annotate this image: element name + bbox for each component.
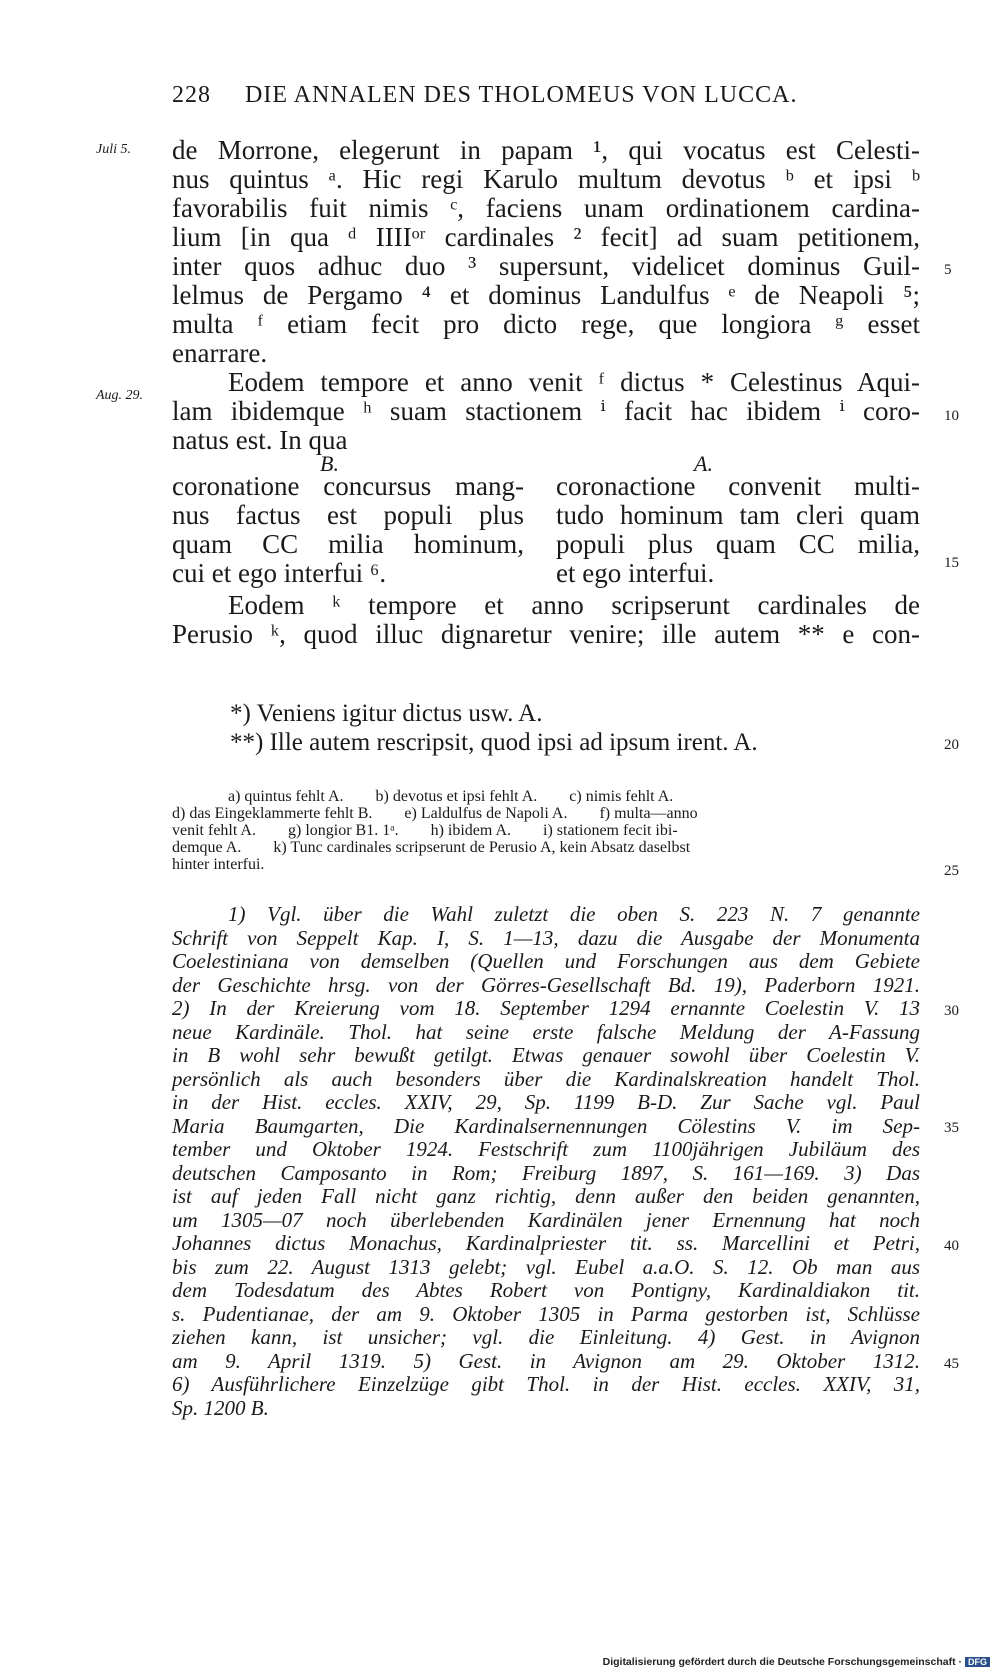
- column-head-a: A.: [694, 451, 713, 476]
- column-line: populi plus quam CC milia,: [556, 529, 920, 559]
- apparatus-line: demque A. k) Tunc cardinales scripserunt de Perusio A, kein Absatz daselbst: [172, 839, 691, 856]
- footnote-line: in B wohl sehr bewußt getilgt. Etwas genauer sowohl über Coelestin V.: [172, 1043, 920, 1067]
- footnote-line: persönlich als auch besonders über die Kardinalskreation handelt Thol.: [172, 1066, 920, 1091]
- footnote-line: dem Todesdatum des Abtes Robert von Pontigny, Kardinaldiakon tit.: [172, 1278, 920, 1302]
- column-line: coronatione concursus mang-: [172, 471, 524, 501]
- footnote-line: Sp. 1200 B.: [172, 1395, 269, 1420]
- credit-text: Digitalisierung gefördert durch die Deutsche Forschungsgemeinschaft ·: [602, 1656, 962, 1668]
- text-line: enarrare.: [172, 338, 268, 368]
- text-line: nus quintus ᵃ. Hic regi Karulo multum devotus ᵇ et ipsi ᵇ: [172, 164, 920, 194]
- critical-apparatus: [172, 788, 920, 873]
- line-number: 30: [944, 1003, 959, 1019]
- star-note: **) Ille autem rescripsit, quod ipsi ad ipsum irent. A.: [230, 729, 758, 756]
- line-number: 25: [944, 863, 959, 879]
- running-title: DIE ANNALEN DES THOLOMEUS VON LUCCA.: [245, 82, 798, 108]
- footnote-line: um 1305—07 noch überlebenden Kardinälen jener Ernennung hat noch: [172, 1207, 920, 1232]
- text-line: lium [in qua ᵈ IIIIᵒʳ cardinales ² fecit] ad suam petitionem,: [172, 222, 920, 252]
- dfg-logo: DFG: [965, 1657, 990, 1667]
- footnote-line: 1) Vgl. über die Wahl zuletzt die oben S. 223 N. 7 genannte: [228, 902, 920, 926]
- margin-date-july: Juli 5.: [96, 142, 131, 157]
- line-number: 10: [944, 408, 959, 424]
- line-number: 45: [944, 1356, 959, 1372]
- footnote-line: 6) Ausführlichere Einzelzüge gibt Thol. in der Hist. eccles. XXIV, 31,: [172, 1372, 920, 1396]
- column-line: quam CC milia hominum,: [172, 529, 524, 559]
- star-notes: [230, 700, 860, 758]
- main-text-continued: [172, 591, 920, 649]
- footnote-line: deutschen Camposanto in Rom; Freiburg 1897, S. 161—169. 3) Das: [172, 1160, 920, 1185]
- footnote-line: Maria Baumgarten, Die Kardinalsernennungen Cölestins V. im Sep-: [172, 1113, 920, 1138]
- footnote-line: Schrift von Seppelt Kap. I, S. 1—13, dazu die Ausgabe der Monumenta: [172, 925, 920, 950]
- line-number: 20: [944, 737, 959, 753]
- line-number: 40: [944, 1238, 959, 1254]
- line-number: 15: [944, 555, 959, 571]
- footnotes: [172, 903, 920, 1420]
- text-line: de Morrone, elegerunt in papam ¹, qui vocatus est Celesti-: [172, 135, 920, 165]
- star-note: *) Veniens igitur dictus usw. A.: [230, 700, 543, 727]
- text-line: inter quos adhuc duo ³ supersunt, videlicet dominus Guil-: [172, 251, 920, 281]
- footnote-line: in der Hist. eccles. XXIV, 29, Sp. 1199 B-D. Zur Sache vgl. Paul: [172, 1090, 920, 1114]
- text-line: favorabilis fuit nimis ᶜ, faciens unam ordinationem cardina-: [172, 193, 920, 223]
- text-line: multa ᶠ etiam fecit pro dicto rege, que longiora ᵍ esset: [172, 309, 920, 339]
- text-line: natus est. In qua: [172, 425, 348, 455]
- margin-date-august: Aug. 29.: [96, 388, 144, 403]
- footnote-line: bis zum 22. August 1313 gelebt; vgl. Eubel a.a.O. S. 12. Ob man aus: [172, 1254, 920, 1279]
- column-line: cui et ego interfui ⁶.: [172, 558, 387, 588]
- main-text: [172, 136, 920, 455]
- footnote-line: ist auf jeden Fall nicht ganz richtig, denn außer den beiden genannten,: [172, 1184, 920, 1208]
- text-line: lelmus de Pergamo ⁴ et dominus Landulfus ᵉ de Neapoli ⁵;: [172, 280, 920, 310]
- footnote-line: neue Kardinäle. Thol. hat seine erste falsche Meldung der A-Fassung: [172, 1019, 920, 1044]
- apparatus-line: a) quintus fehlt A. b) devotus et ipsi fehlt A. c) nimis fehlt A.: [228, 788, 674, 805]
- apparatus-line: venit fehlt A. g) longior B1. 1ᵃ. h) ibidem A. i) stationem fecit ibi-: [172, 822, 678, 839]
- text-line: Perusio ᵏ, quod illuc dignaretur venire; ille autem ** e con-: [172, 619, 920, 649]
- column-line: coronactione convenit multi-: [556, 471, 920, 501]
- footnote-line: tember und Oktober 1924. Festschrift zum 1100jährigen Jubiläum des: [172, 1137, 920, 1161]
- line-number: 5: [944, 262, 952, 278]
- footnote-line: Johannes dictus Monachus, Kardinalpriester tit. ss. Marcellini et Petri,: [172, 1231, 920, 1255]
- column-line: et ego interfui.: [556, 558, 715, 588]
- text-line: lam ibidemque ʰ suam stactionem ⁱ facit hac ibidem ⁱ coro-: [172, 396, 920, 426]
- column-line: nus factus est populi plus: [172, 500, 524, 530]
- text-line: Eodem tempore et anno venit ᶠ dictus * Celestinus Aqui-: [228, 367, 920, 397]
- footnote-line: Coelestiniana von demselben (Quellen und Forschungen aus dem Gebiete: [172, 949, 920, 973]
- column-line: tudo hominum tam cleri quam: [556, 500, 920, 530]
- apparatus-line: hinter interfui.: [172, 856, 265, 873]
- column-b: [172, 472, 524, 588]
- apparatus-line: d) das Eingeklammerte fehlt B. e) Laldulfus de Napoli A. f) multa—anno: [172, 805, 698, 822]
- page-number: 228: [172, 82, 211, 108]
- footnote-line: ziehen kann, ist unsicher; vgl. die Einleitung. 4) Gest. in Avignon: [172, 1325, 920, 1349]
- running-header: [172, 82, 852, 109]
- column-head-b: B.: [320, 451, 339, 476]
- column-a: [556, 472, 920, 588]
- footnote-line: der Geschichte hrsg. von der Görres-Gesellschaft Bd. 19), Paderborn 1921.: [172, 972, 920, 997]
- footnote-line: 2) In der Kreierung vom 18. September 1294 ernannte Coelestin V. 13: [172, 996, 920, 1020]
- footnote-line: am 9. April 1319. 5) Gest. in Avignon am 29. Oktober 1312.: [172, 1348, 920, 1373]
- text-line: Eodem ᵏ tempore et anno scripserunt cardinales de: [228, 590, 920, 620]
- footnote-line: s. Pudentianae, der am 9. Oktober 1305 in Parma gestorben ist, Schlüsse: [172, 1301, 920, 1326]
- digitization-credit: [603, 1656, 990, 1668]
- line-number: 35: [944, 1120, 959, 1136]
